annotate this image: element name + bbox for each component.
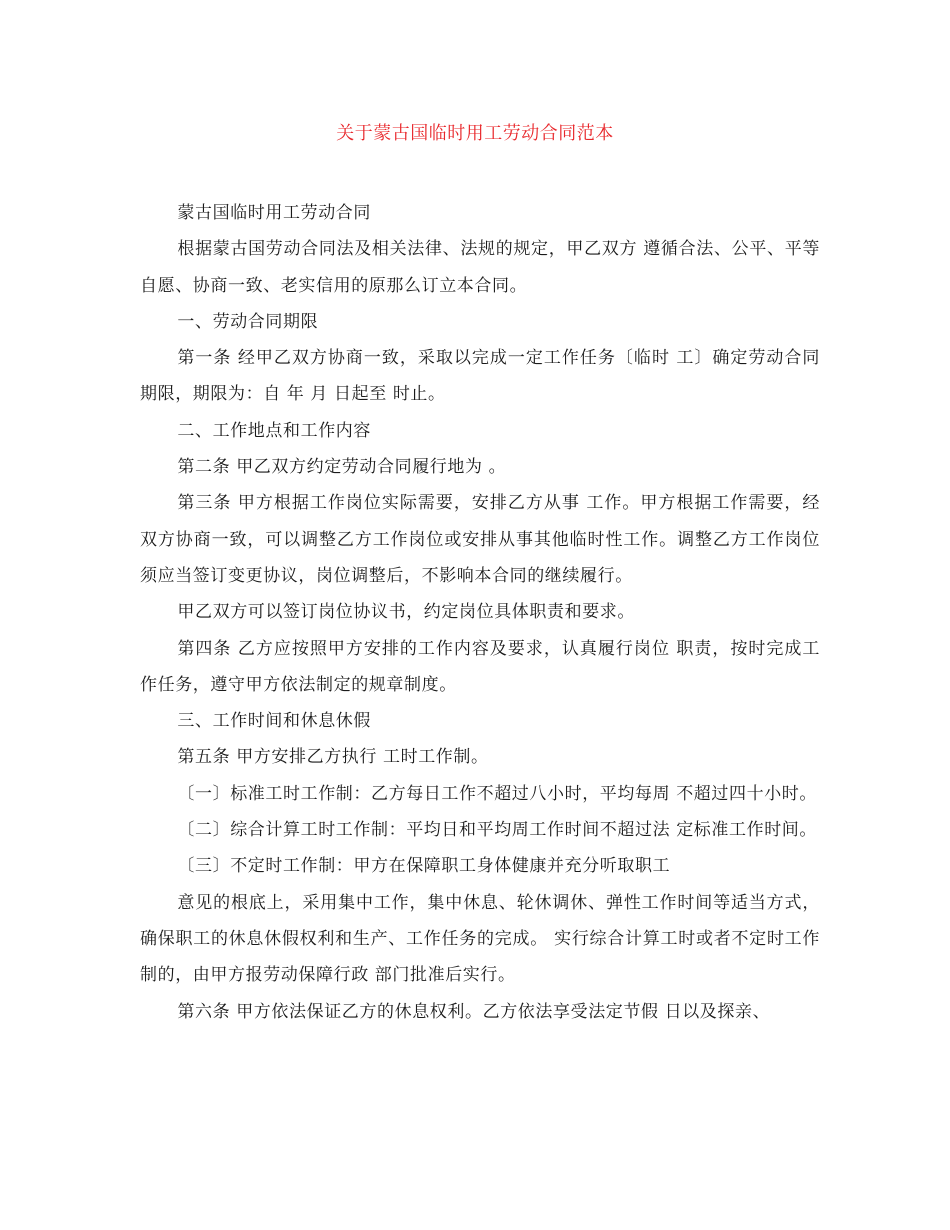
section-heading-working-hours: 三、工作时间和休息休假 [177, 711, 371, 732]
paragraph-standard-hours: 〔一〕标准工时工作制：乙方每日工作不超过八小时，平均每周 不超过四十小时。 [177, 783, 817, 804]
paragraph-flexible-hours: 〔三〕不定时工作制：甲方在保障职工身体健康并充分听取职工 [177, 856, 671, 877]
section-heading-workplace: 二、工作地点和工作内容 [177, 420, 371, 441]
paragraph-article-6: 第六条 甲方依法保证乙方的休息权利。乙方依法享受法定节假 日以及探亲、 [177, 1001, 771, 1022]
paragraph-contract-name: 蒙古国临时用工劳动合同 [177, 203, 371, 223]
paragraph-article-4: 第四条 乙方应按照甲方安排的工作内容及要求，认真履行岗位 职责，按时完成工作任务，遵守甲方依法制定的规章制度。 [140, 638, 820, 695]
paragraph-flexible-hours-cont: 意见的根底上，采用集中工作，集中休息、轮休调休、弹性工作时间等适当方式，确保职工的休息休假权利和生产、工作任务的完成。 实行综合计算工时或者不定时工作制的，由甲方报劳动保障行政 部门批准后实行。 [140, 892, 820, 986]
paragraph-preamble: 根据蒙古国劳动合同法及相关法律、法规的规定，甲乙双方 遵循合法、公平、平等自愿、协商一致、老实信用的原那么订立本合同。 [140, 239, 820, 296]
paragraph-comprehensive-hours: 〔二〕综合计算工时工作制：平均日和平均周工作时间不超过法 定标准工作时间。 [177, 820, 817, 841]
paragraph-article-3: 第三条 甲方根据工作岗位实际需要，安排乙方从事 工作。甲方根据工作需要，经双方协商一致，可以调整乙方工作岗位或安排从事其他临时性工作。调整乙方工作岗位须应当签订变更协议，岗位调整后，不影响本合同的继续履行。 [140, 493, 820, 586]
paragraph-article-1: 第一条 经甲乙双方协商一致，采取以完成一定工作任务〔临时 工〕确定劳动合同期限，期限为：自 年 月 日起至 时止。 [140, 348, 820, 405]
section-heading-term: 一、劳动合同期限 [177, 311, 319, 332]
document-title: 关于蒙古国临时用工劳动合同范本 [336, 123, 614, 144]
document-body [140, 195, 820, 1030]
paragraph-article-2: 第二条 甲乙双方约定劳动合同履行地为 。 [177, 457, 507, 478]
paragraph-post-agreement: 甲乙双方可以签订岗位协议书，约定岗位具体职责和要求。 [177, 602, 635, 623]
paragraph-article-5: 第五条 甲方安排乙方执行 工时工作制。 [177, 747, 489, 768]
